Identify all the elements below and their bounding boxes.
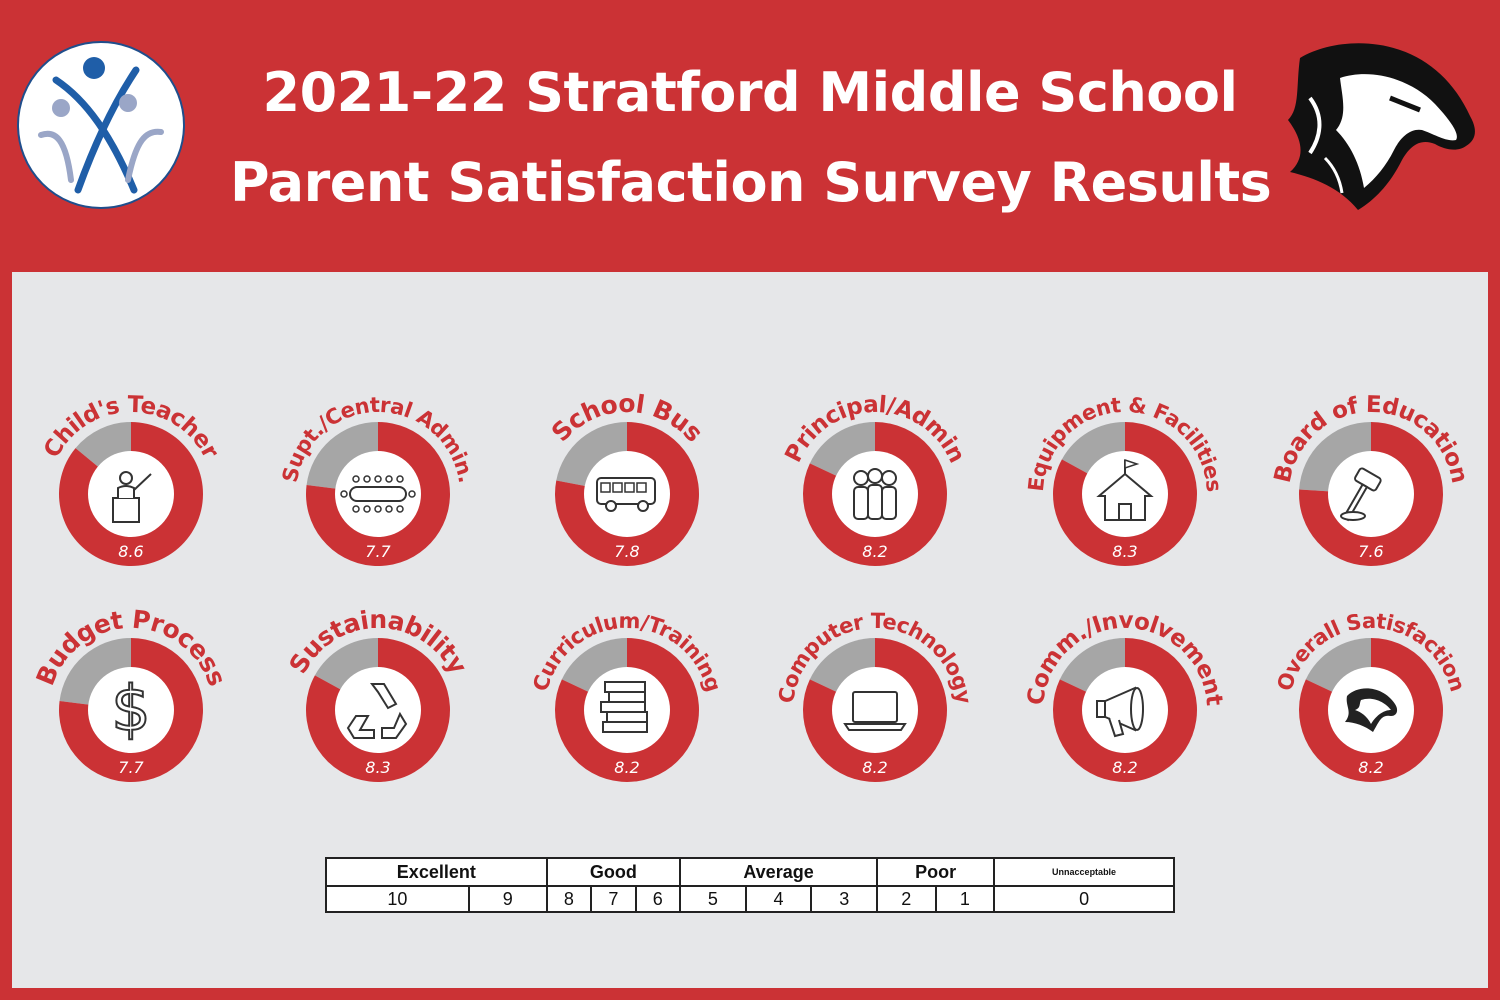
- donut-chart: [26, 580, 236, 810]
- page-title: [230, 48, 1270, 228]
- donut-label: Comm./Involvement: [1022, 607, 1227, 707]
- scale-value: 2: [877, 886, 936, 912]
- scale-category-excellent: Excellent: [326, 858, 547, 886]
- donut-chart: [770, 364, 980, 594]
- scale-category-average: Average: [680, 858, 877, 886]
- donut-score: 8.3: [1112, 542, 1138, 561]
- donut-hole: [335, 667, 421, 753]
- scale-value: 9: [469, 886, 547, 912]
- donut-score: 8.3: [365, 758, 391, 777]
- donut-label: Computer Technology: [774, 608, 976, 705]
- scale-category-poor: Poor: [877, 858, 994, 886]
- header-banner: [0, 0, 1500, 272]
- donut-score: 7.7: [118, 758, 144, 777]
- rating-scale-legend: [325, 857, 1175, 913]
- scale-value: 7: [591, 886, 635, 912]
- donut-chart: [26, 364, 236, 594]
- donut-hole: [1328, 451, 1414, 537]
- donut-label: Budget Process: [30, 604, 232, 690]
- donut-score: 8.2: [1358, 758, 1384, 777]
- mustang-logo-icon: [1270, 38, 1485, 218]
- title-line-1: 2021-22 Stratford Middle School: [262, 61, 1238, 124]
- donut-label: Curriculum/Training: [528, 608, 726, 695]
- scale-value: 0: [994, 886, 1174, 912]
- svg-text:$: $: [111, 672, 151, 745]
- donut-chart: [1020, 364, 1230, 594]
- donut-label: Overall Satisfaction: [1272, 608, 1470, 694]
- donut-label: Supt./Central Admin.: [277, 392, 479, 485]
- donut-label: Principal/Admin: [780, 391, 970, 467]
- scale-value: 10: [326, 886, 469, 912]
- donut-chart: [1266, 364, 1476, 594]
- donut-chart: [273, 364, 483, 594]
- donut-score: 8.2: [614, 758, 640, 777]
- scale-value: 3: [811, 886, 877, 912]
- scale-category-good: Good: [547, 858, 680, 886]
- scale-category-unacceptable: Unnacceptable: [994, 858, 1174, 886]
- dollar-icon: [111, 672, 150, 745]
- laptop-icon: [845, 692, 905, 730]
- donut-label: School Bus: [545, 388, 709, 448]
- donut-score: 8.6: [118, 542, 144, 561]
- scale-value: 1: [936, 886, 995, 912]
- donut-score: 7.7: [365, 542, 391, 561]
- donut-score: 8.2: [1112, 758, 1138, 777]
- donut-chart: [522, 580, 732, 810]
- title-line-2: Parent Satisfaction Survey Results: [230, 151, 1272, 214]
- donut-chart: [273, 580, 483, 810]
- donut-label: Child's Teacher: [39, 391, 224, 463]
- donut-score: 8.2: [862, 542, 888, 561]
- donut-chart: [1266, 580, 1476, 810]
- scale-category-row: [326, 858, 1174, 886]
- scale-value: 8: [547, 886, 591, 912]
- scale-value: 4: [746, 886, 812, 912]
- donut-label: Equipment & Facilities: [1023, 392, 1227, 493]
- donut-score: 7.8: [614, 542, 640, 561]
- district-logo-icon: [16, 40, 186, 210]
- people-icon: [854, 469, 896, 519]
- donut-chart: [770, 580, 980, 810]
- donut-chart: [522, 364, 732, 594]
- scale-value: 5: [680, 886, 746, 912]
- donut-score: 7.6: [1358, 542, 1384, 561]
- donut-label: Sustainability: [283, 604, 473, 679]
- donut-chart: [1020, 580, 1230, 810]
- books-icon: [601, 682, 647, 732]
- scale-value-row: [326, 886, 1174, 912]
- donut-label: Board of Education: [1269, 391, 1473, 486]
- scale-value: 6: [636, 886, 680, 912]
- donut-score: 8.2: [862, 758, 888, 777]
